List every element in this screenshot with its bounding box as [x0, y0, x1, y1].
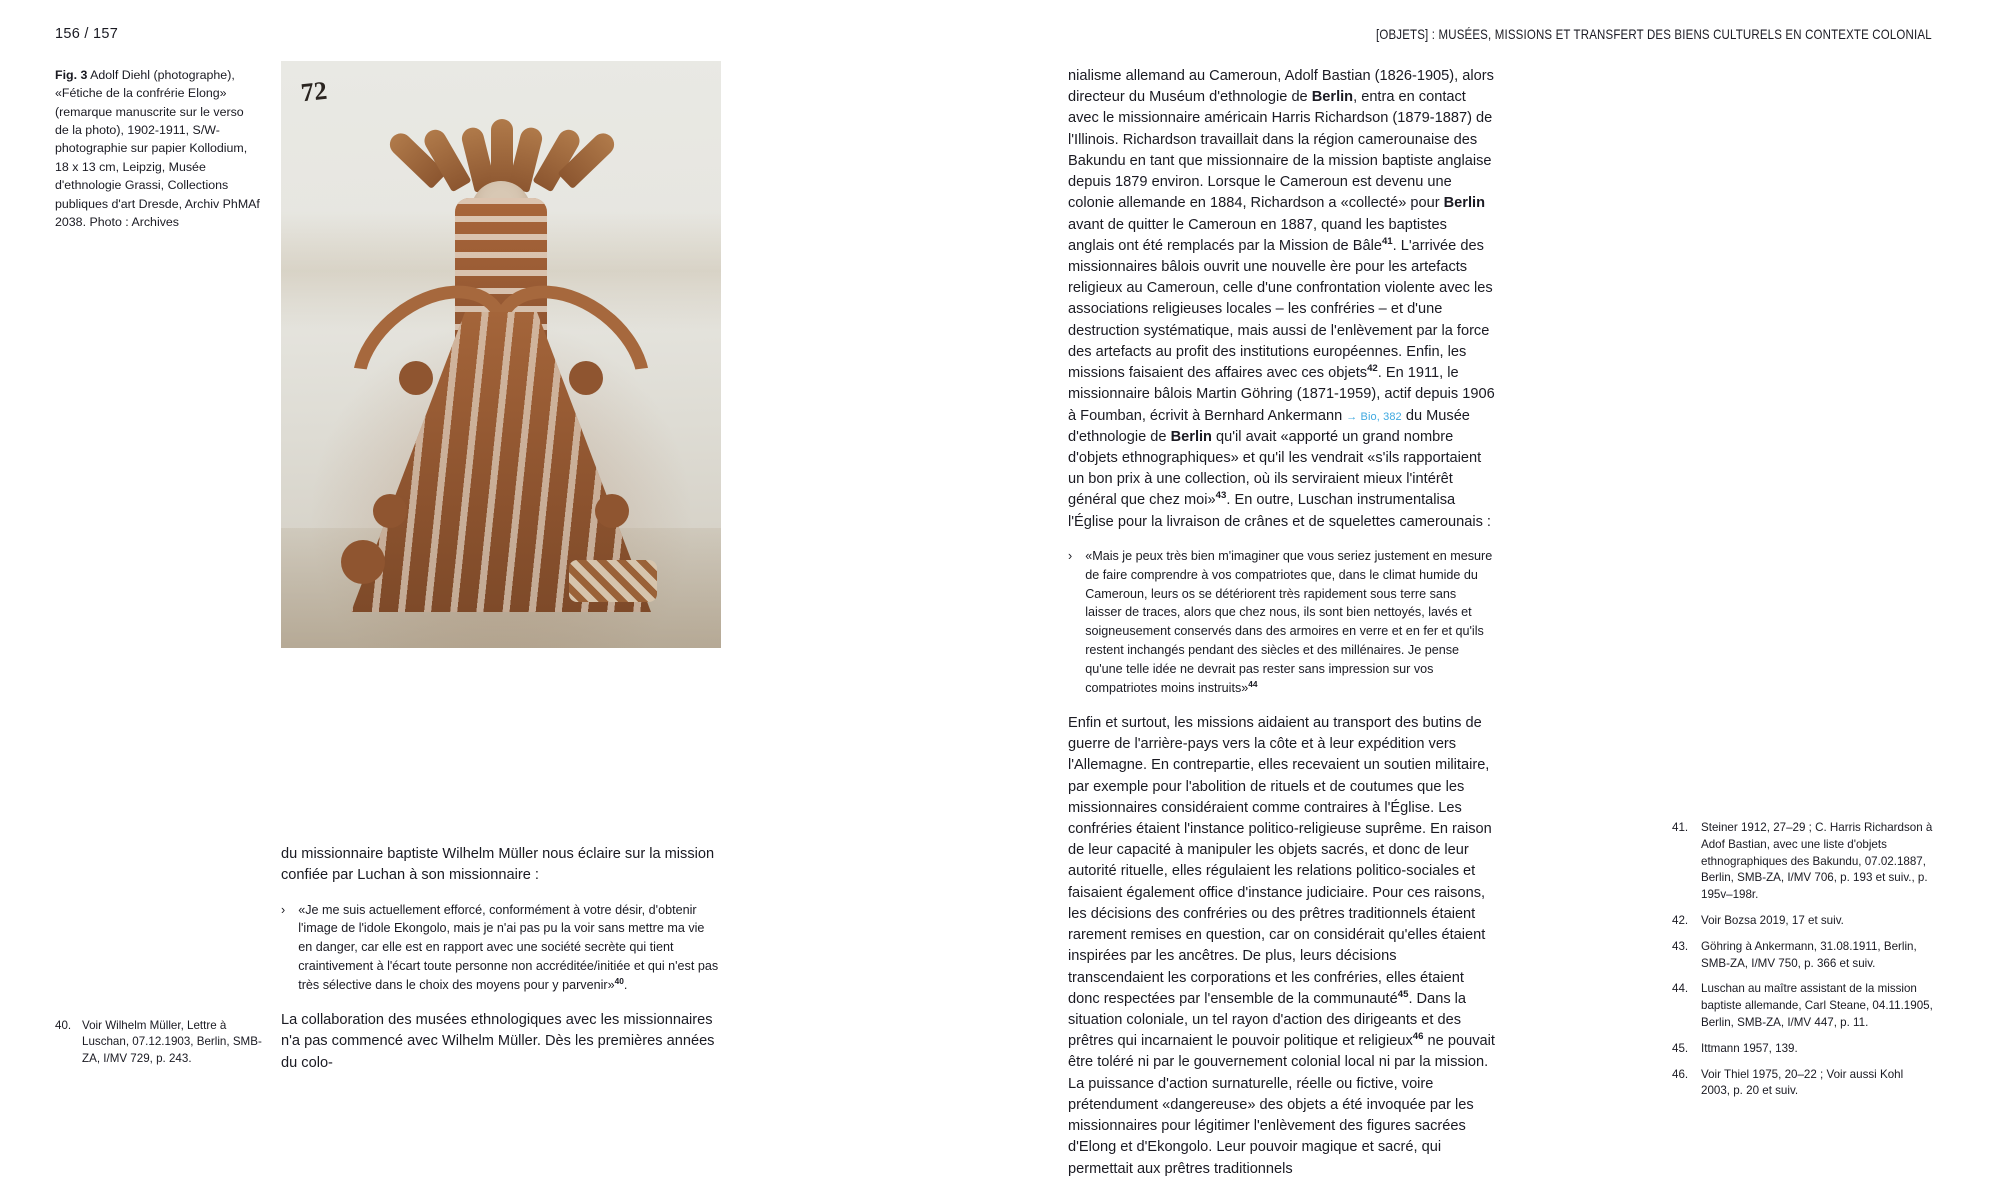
footnote-text: Göhring à Ankermann, 31.08.1911, Berlin, SMB-ZA, I/MV 750, p. 366 et suiv.	[1701, 939, 1917, 970]
plate-number: 72	[299, 75, 329, 108]
chevron-right-icon: ›	[281, 902, 286, 917]
running-head: [OBJETS] : MUSÉES, MISSIONS ET TRANSFERT DES BIENS CULTURELS EN CONTEXTE COLONIAL	[1376, 26, 1932, 42]
footnote-ref-45[interactable]: 45	[1397, 988, 1409, 1000]
footnote-text: Voir Thiel 1975, 20–22 ; Voir aussi Kohl 2003, p. 20 et suiv.	[1701, 1067, 1904, 1098]
biography-cross-reference[interactable]: → Bio, 382	[1346, 410, 1402, 423]
footnote-item	[1672, 981, 1934, 1031]
footnote-ref[interactable]: 40	[614, 975, 624, 986]
footnote-text: Voir Wilhelm Müller, Lettre à Luschan, 07.12.1903, Berlin, SMB-ZA, I/MV 729, p. 243.	[82, 1019, 262, 1065]
footnote-ref-44[interactable]: 44	[1248, 678, 1258, 689]
footnote-ref-46[interactable]: 46	[1412, 1031, 1424, 1043]
footnote-item	[1672, 820, 1934, 904]
footnote-item	[1672, 1067, 1934, 1101]
main-blockquote	[1068, 547, 1495, 698]
crown-fronds	[405, 117, 597, 191]
main-paragraph-1: nialisme allemand au Cameroun, Adolf Bastian (1826-1905), alors directeur du Muséum d'ethnologie de Berlin, entra en contact avec le missionnaire américain Harris Richardson (1879-1887) de l'Illinois. Richardson travaillait dans la région camerounaise des Bakundu en tant que missionnaire de la mission baptiste anglaise depuis 1879 environ. Lorsque le Cameroun est devenu une colonie allemande en 1884, Richardson a «collecté» pour Berlin avant de quitter le Cameroun en 1887, quand les baptistes anglais ont été remplacés par la Mission de Bâle$^{41}$. L'arrivée des missionnaires bâlois ouvrit une nouvelle ère pour les artefacts religieux au Cameroun, celle d'une confrontation violente avec les associations religieuses locales – les confréries – et d'une destruction systématique, mais aussi de l'enlèvement par la force des artefacts au profit des institutions européennes. Enfin, les missions faisaient des affaires avec ces objets$^{42}$. En 1911, le missionnaire bâlois Martin Göhring (1871-1959), actif depuis 1906 à Foumban, écrivit à Bernhard Ankermann → Bio, 382 du Musée d'ethnologie de Berlin qu'il avait «apporté un grand nombre d'objets ethnographiques» et qu'il les vendrait «s'ils rapportaient un bon prix à une collection, où ils serviraient mieux l'intérêt général que chez moi»$^{43}$. En outre, Luschan instrumentalisa l'Église pour la livraison de crânes et de squelettes camerounais :	[1068, 68, 1495, 530]
figure-caption	[55, 66, 260, 231]
footnote-number: 44.	[1672, 982, 1689, 996]
right-footnotes	[1672, 820, 1934, 1109]
main-text-column	[1068, 66, 1495, 1194]
left-footnotes	[55, 1018, 270, 1074]
footnote-text: Ittmann 1957, 139.	[1701, 1041, 1798, 1055]
page-folio: 156 / 157	[55, 26, 119, 42]
footnote-text: Voir Bozsa 2019, 17 et suiv.	[1701, 913, 1844, 927]
chevron-right-icon: ›	[1068, 548, 1073, 563]
place-berlin-1: Berlin	[1311, 89, 1354, 106]
figure-caption-text: Adolf Diehl (photographe), «Fétiche de la confrérie Elong» (remarque manuscrite sur le verso de la photo), 1902-1911, S/W-photographie sur papier Kollodium, 18 x 13 cm, Leipzig, Musée d'ethnologie Grassi, Collections publiques d'art Dresde, Archiv PhMAf 2038. Photo : Archives	[55, 68, 260, 229]
main-blockquote-text: «Mais je peux très bien m'imaginer que vous seriez justement en mesure de faire comprendre à vos compatriotes que, dans le climat humide du Cameroun, leurs os se détériorent très rapidement sous terre sans laisser de traces, alors que chez nous, ils sont bien nettoyés, lavés et soigneusement conservés dans des armoires en verre et en fer et qu'ils restent inchangés pendant des siècles et des millénaires. Je pense qu'une telle idée ne devrait pas rester sans impression sur vos compatriotes moins instruits»$^{44}$	[1085, 548, 1493, 696]
footnote-item	[1672, 1041, 1934, 1058]
middle-blockquote-text: «Je me suis actuellement efforcé, conformément à votre désir, d'obtenir l'image de l'idole Ekongolo, mais je n'ai pas pu la voir sans mettre ma vie en danger, car elle est en rapport avec une société secrète qui tient craintivement à l'écart toute personne non accréditée/initiée et qui n'est pas très sélective dans le choix des moyens pour y parvenir»$^{40}$.	[298, 902, 719, 993]
mid-paragraph-1: du missionnaire baptiste Wilhelm Müller nous éclaire sur la mission confiée par Luchan à son missionnaire :	[281, 846, 715, 884]
footnote-item	[1672, 939, 1934, 973]
middle-text-column	[281, 844, 721, 1088]
mid-paragraph-2: La collaboration des musées ethnologiques avec les missionnaires n'a pas commencé avec Wilhelm Müller. Dès les premières années du colo-	[281, 1012, 715, 1071]
footnote-number: 46.	[1672, 1067, 1689, 1081]
footnote-item	[1672, 913, 1934, 930]
figure-caption-label: Fig. 3	[55, 68, 88, 82]
footnote-text: Steiner 1912, 27–29 ; C. Harris Richardson à Adof Bastian, avec une liste d'objets ethnographiques des Bakundu, 07.02.1887, Berlin, SMB-ZA, I/MV 706, p. 193 et suiv., p. 195v–198r.	[1701, 821, 1933, 902]
footnote-text: Luschan au maître assistant de la mission baptiste allemande, Carl Steane, 04.11.1905, Berlin, SMB-ZA, I/MV 447, p. 11.	[1701, 982, 1933, 1029]
footnote-ref-41[interactable]: 41	[1381, 235, 1393, 247]
place-berlin-2: Berlin	[1443, 195, 1485, 212]
footnote-number: 43.	[1672, 939, 1689, 953]
figure-photograph	[281, 61, 721, 648]
footnote-number: 42.	[1672, 913, 1689, 927]
footnote-ref-42[interactable]: 42	[1367, 363, 1378, 375]
footnote-ref-43[interactable]: 43	[1215, 490, 1227, 502]
middle-blockquote	[281, 901, 721, 995]
sculpture-figure	[281, 61, 721, 648]
main-paragraph-2: Enfin et surtout, les missions aidaient au transport des butins de guerre de l'arrière-pays vers la côte et à leur expédition vers l'Allemagne. En contrepartie, elles recevaient un soutien militaire, par exemple pour l'abolition de rituels et de coutumes que les missionnaires considéraient comme contraires à l'Église. Les confréries étaient l'instance politico-religieuse suprême. En raison de leur capacité à manipuler les objets sacrés, et donc de leur autorité rituelle, elles régulaient les relations politico-sociales et faisaient également office d'instance judiciaire. Pour ces raisons, les décisions des confréries ou des prêtres traditionnels étaient rarement remises en question, car on considérait qu'elles étaient inspirées par les ancêtres. De plus, leurs décisions transcendaient les corporations et les confréries, elles étaient donc respectées par l'ensemble de la communauté$^{45}$. Dans la situation coloniale, un tel rayon d'action des dirigeants et des prêtres qui incarnaient le pouvoir politique et religieux$^{46}$ ne pouvait être toléré ni par le gouvernement colonial local ni par la mission. La puissance d'action surnaturelle, réelle ou fictive, voire prétendument «dangereuse» des objets a été invoquée par les missionnaires pour légitimer l'enlèvement des figures sacrées d'Elong et d'Ekongolo. Leur pouvoir magique et sacré, qui permettait aux prêtres traditionnels	[1068, 714, 1495, 1177]
place-berlin-3: Berlin	[1170, 428, 1212, 445]
footnote-number: 45.	[1672, 1041, 1689, 1055]
footnote-number: 41.	[1672, 821, 1689, 834]
footnote-number: 40.	[55, 1019, 72, 1032]
footnote-item	[55, 1018, 270, 1067]
